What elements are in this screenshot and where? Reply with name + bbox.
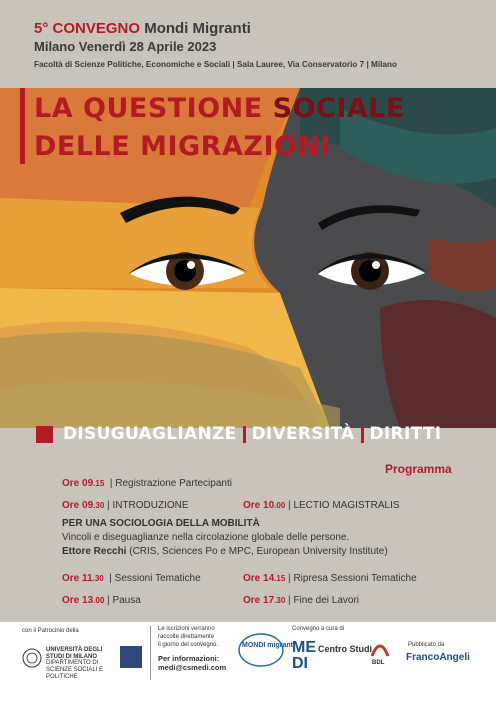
divider: [150, 626, 151, 680]
organized-label: Convegno a cura di: [292, 626, 345, 632]
lectio-subtitle: Vincoli e diseguaglianze nella circolazione globale delle persone.: [62, 532, 350, 543]
info-label: Per informazioni:: [158, 654, 220, 663]
tag-separator: [361, 426, 364, 443]
title-word-questione: LA QUESTIONE: [34, 93, 263, 124]
schedule-label: LECTIO MAGISTRALIS: [293, 500, 400, 511]
medi-logo: ME DI: [292, 639, 316, 672]
bdl-label: BDL: [372, 660, 385, 666]
schedule-item: Ore 09.15 | Registrazione Partecipanti: [62, 478, 232, 489]
schedule-label: Registrazione Partecipanti: [115, 478, 232, 489]
tag-separator: [243, 426, 246, 443]
theme-tags: [36, 424, 441, 444]
schedule-item: Ore 17.30 | Fine dei Lavori: [243, 595, 360, 606]
tag-square-icon: [36, 426, 53, 443]
schedule-item: Ore 14.15 | Ripresa Sessioni Tematiche: [243, 573, 417, 584]
registration-text: raccolte direttamente: [158, 634, 215, 640]
publisher-logo: FrancoAngeli: [406, 652, 470, 663]
schedule-label: INTRODUZIONE: [112, 500, 189, 511]
schedule-label: Fine dei Lavori: [293, 595, 360, 606]
tag-disuguaglianze: DISUGUAGLIANZE: [63, 424, 237, 444]
event-date: Milano Venerdì 28 Aprile 2023: [34, 39, 217, 54]
schedule-label: Pausa: [112, 595, 141, 606]
schedule-item: Ore 10.00 | LECTIO MAGISTRALIS: [243, 500, 400, 511]
schedule-item: Ore 11.30 | Sessioni Tematiche: [62, 573, 201, 584]
main-title-line2: DELLE MIGRAZIONI: [34, 131, 332, 162]
sps-logo-icon: [120, 646, 142, 668]
patronage-label: con il Patrocinio della: [22, 628, 79, 634]
series-label: Mondi Migranti: [144, 20, 251, 37]
event-venue: Facoltà di Scienze Politiche, Economiche e Sociali | Sala Lauree, Via Conservatorio 7 | Milano: [34, 60, 397, 69]
unimi-dept: DIPARTIMENTO DI SCIENZE SOCIALI E POLITICHE: [46, 660, 104, 680]
title-word-sociale: SOCIALE: [272, 93, 405, 124]
schedule-item: Ore 13.00 | Pausa: [62, 595, 141, 606]
mondi-migranti-logo: MONDI migranti: [236, 630, 286, 674]
title-accent-bar: [20, 88, 25, 164]
globe-icon: [236, 630, 286, 674]
schedule-label: Sessioni Tematiche: [114, 573, 201, 584]
medi-name: Centro Studi: [318, 644, 372, 654]
published-label: Pubblicato da: [408, 642, 445, 648]
schedule-label: Ripresa Sessioni Tematiche: [293, 573, 417, 584]
tag-diversita: DIVERSITÀ: [251, 424, 355, 444]
registration-text: Le iscrizioni verranno: [158, 626, 215, 632]
unimi-name: UNIVERSITÀ DEGLI STUDI DI MILANO: [46, 647, 103, 660]
unimi-seal-icon: [22, 648, 42, 668]
lectio-title: PER UNA SOCIOLOGIA DELLA MOBILITÀ: [62, 518, 260, 529]
main-title-line1: [34, 93, 405, 124]
lectio-speaker: Ettore Recchi (CRIS, Sciences Po e MPC, European University Institute): [62, 546, 388, 557]
registration-text: il giorno del convegno.: [158, 642, 219, 648]
tag-diritti: DIRITTI: [369, 424, 442, 444]
footer: [0, 622, 496, 704]
event-edition: [34, 20, 251, 37]
edition-label: 5° CONVEGNO: [34, 20, 141, 37]
schedule-item: Ore 09.30 | INTRODUZIONE: [62, 500, 189, 511]
programma-heading: Programma: [385, 462, 452, 476]
info-email-link[interactable]: medi@csmedi.com: [158, 663, 227, 672]
bdl-logo-icon: [368, 634, 392, 658]
